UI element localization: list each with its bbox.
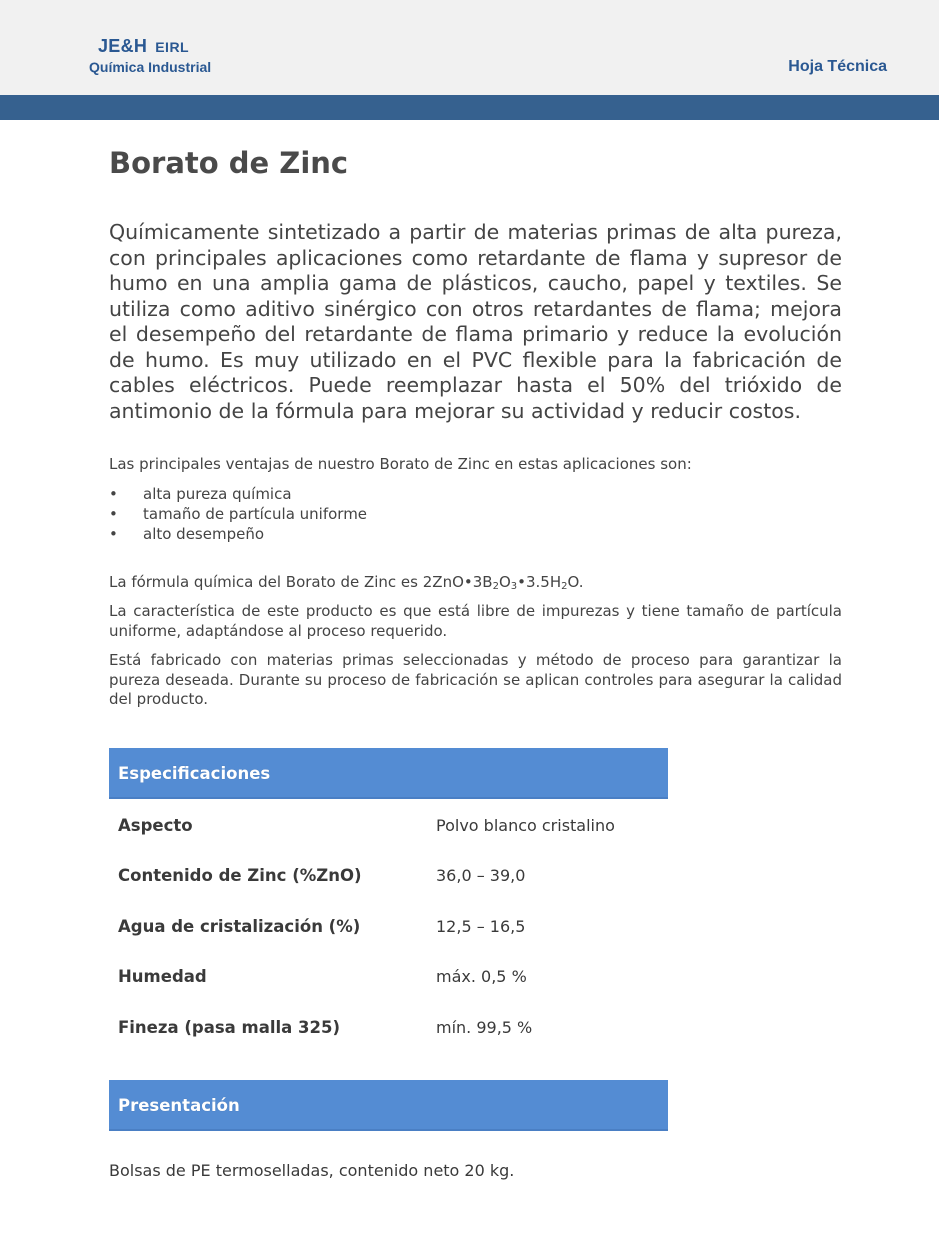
spec-label: Humedad xyxy=(118,967,207,987)
spec-value: máx. 0,5 % xyxy=(436,967,527,987)
advantages-list xyxy=(109,484,367,544)
company-tagline: Química Industrial xyxy=(89,59,212,75)
header-band xyxy=(0,95,939,120)
list-item: • alta pureza química xyxy=(109,485,292,503)
specifications-table xyxy=(109,800,668,1052)
specifications-heading: Especificaciones xyxy=(109,748,668,799)
presentation-heading: Presentación xyxy=(109,1080,668,1131)
company-logo xyxy=(98,36,189,57)
spec-label: Agua de cristalización (%) xyxy=(118,916,361,936)
spec-value: mín. 99,5 % xyxy=(436,1017,533,1037)
document-type: Hoja Técnica xyxy=(788,58,887,75)
advantages-lead: Las principales ventajas de nuestro Borato de Zinc en estas aplicaciones son: xyxy=(109,455,692,473)
list-item: • tamaño de partícula uniforme xyxy=(109,505,368,523)
presentation-text: Bolsas de PE termoselladas, contenido neto 20 kg. xyxy=(109,1161,515,1180)
company-suffix: EIRL xyxy=(155,39,190,55)
spec-value: 12,5 – 16,5 xyxy=(436,916,526,936)
table-row xyxy=(109,951,668,1001)
table-row xyxy=(109,1002,668,1052)
bullet-icon: • xyxy=(109,505,118,523)
table-row xyxy=(109,800,668,850)
company-name: JE&H xyxy=(98,36,148,56)
product-title: Borato de Zinc xyxy=(109,146,349,180)
bullet-icon: • xyxy=(109,525,118,543)
spec-label: Contenido de Zinc (%ZnO) xyxy=(118,866,362,886)
characteristic-paragraph: La característica de este producto es que está libre de impurezas y tiene tamaño de partícula uniforme, adaptándose al proceso requerido. xyxy=(109,602,842,640)
spec-label: Aspecto xyxy=(118,816,193,835)
spec-label: Fineza (pasa malla 325) xyxy=(118,1017,341,1037)
spec-value: Polvo blanco cristalino xyxy=(436,816,615,835)
table-row xyxy=(109,901,668,951)
product-intro: Químicamente sintetizado a partir de materias primas de alta pureza, con principales aplicaciones como retardante de flama y supresor de humo en una amplia gama de plásticos, caucho, papel y textiles. Se utiliza como aditivo sinérgico con otros retardantes de flama; mejora el desempeño del retardante de flama primario y reduce la evolución de humo. Es muy utilizado en el PVC flexible para la fabricación de cables eléctricos. Puede reemplazar hasta el 50% del trióxido de antimonio de la fórmula para mejorar su actividad y reducir costos. xyxy=(109,220,842,423)
chemical-formula: La fórmula química del Borato de Zinc es $2ZnO•3B_2O_3•3.5H_2O$. xyxy=(109,573,584,592)
bullet-icon: • xyxy=(109,485,118,503)
manufacturing-paragraph: Está fabricado con materias primas seleccionadas y método de proceso para garantizar la pureza deseada. Durante su proceso de fabricación se aplican controles para asegurar la calidad del producto. xyxy=(109,651,842,708)
table-row xyxy=(109,850,668,900)
spec-value: 36,0 – 39,0 xyxy=(436,866,526,886)
list-item: • alto desempeño xyxy=(109,525,265,543)
page-header xyxy=(0,0,939,95)
